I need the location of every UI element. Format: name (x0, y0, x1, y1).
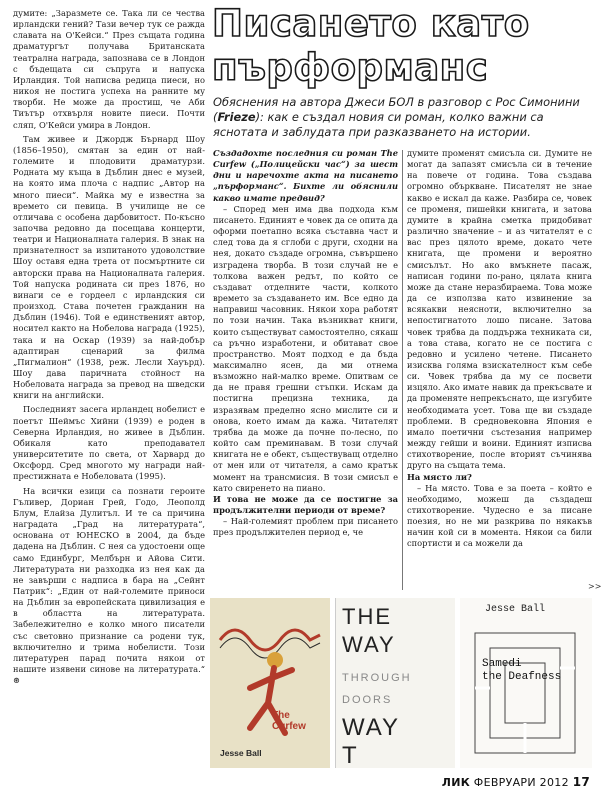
article-deck (213, 95, 593, 140)
deck-prefix: Обяснения на автора Джеси БОЛ в разговор с Рос Симонини ( (213, 95, 580, 124)
book-title-line: Curfew (272, 721, 306, 732)
page-footer (400, 775, 590, 789)
interview-answer: думите променят смисъла си. Думите не могат да запазят смисъла си в течение на повече от година. Това създава огромно объркване. Писателят не знае какво е искал да каже. Разбира се, човек се променя, пишейки книгата, и затова думите в крайна сметка придобиват различно значение – и аз читателят е с вас през цялото време, докато чете книгата, ще промени и вероятно смисълът. Но ако вмъкнете пасаж, написан години по-рано, цялата книга може да стане неразбираема. Това може да се използва като извинение за всякакви неясноти, включително за непостигнатото лошо писане. Затова човек трябва да поддържа техниката си, а това става, когато не се постига с редовно и усилено четене. Писането изисква голяма взискателност към себе си. Човек трябва да му се посвети изцяло. Ако имате навик да прекъсвате и да променяте непрекъснато, ще изгубите необходимата усет. Това ще ви създаде проблеми. В средновековна Япония е имало поетични състезания например между гейши и воини. Единият изписва стихотворение, после вторият съчинява друго на същата тема. (407, 148, 592, 471)
interview-question: Създадохте последния си роман The Curfew („Полицейски час“) за шест дни и наречохте акта на писането „пърформанс“. Бихте ли обяснили какво имате предвид? (213, 148, 398, 203)
book-cover-samedi (460, 598, 592, 768)
issue-date: ФЕВРУАРИ 2012 (473, 776, 569, 789)
book-title-line: the Deafness (482, 671, 562, 683)
book-title-line: WAY (342, 714, 400, 741)
page-number: 17 (572, 775, 590, 789)
interview-answer: – Според мен има два подхода към писането. Единият е човек да се опита да оформи поетапно всяка съставна част и след това да я сглоби с други, сходни на нея, докато създаде огромна, съвършено изградена творба. В този случай не е толкова важен редът, по който се създават отделните части, колкото времето за създаването им. Все едно да направиш часовник. Някои хора работят по този начин. Така възникват книги, които съществуват самостоятелно, сякаш са ръчно изработени, и обитават свое пространство. Моят подход е да бъда максимално ясен, да ми отнема възможно най-малко време. Опитвам се да не правя грешни стъпки. Искам да постигна прецизна техника, да изразявам пределно ясно мислите си и онова, което имам да кажа. Читателят трябва да може да почне по-лесно, по който сам преминавам. В този случай книгата не е обект, съществуващ отделно от мен или от читателя, а само кратък момент на трансмисия. В този смисъл е като свиренето на пиано. (213, 203, 398, 493)
middle-column (213, 148, 398, 538)
left-paragraph: Последният засега ирландец нобелист е поетът Шеймъс Хийни (1939) е роден в Северна Ирландия, но живее в Дъблин. Обикаля като преподавател университетите по света, от Харвард до Оксфорд. Сред многото му награди най-престижната е Нобеловата (1995). (13, 404, 205, 482)
deck-suffix: ): как е създал новия си роман, колко важни са яснотата и заблудата при разказването на истории. (213, 110, 544, 139)
left-paragraph: На всички езици са познати героите Гъливер, Дориан Грей, Годо, Леополд Блум, Елайза Дулитъл. И те са причина наградата „Град на литературата“, основана от ЮНЕСКО в 2004, да бъде дадена на Дъблин. С нея са удостоени още само Единбург, Мелбърн и Айова Сити. Литературата ни разходка из нея как да не завърши с надписа в бара на „Сейнт Патрик“: „Един от най-големите приноси на Дъблин за европейската цивилизация е в областта на литературата. Забележително е колко много писатели със световно признание са родени тук, включително и трима нобелисти. Този литературен парад почита някои от нашите изявени синове на литературата.“ ⊛ (13, 485, 205, 686)
book-cover-way-through-doors (335, 598, 455, 768)
interview-question: На място ли? (407, 471, 472, 482)
book-title-line: WAY (342, 632, 396, 657)
column-divider (402, 150, 403, 590)
book-title-line: The (272, 710, 290, 721)
interview-answer: – На място. Това е за поета – който е необходимо, можеш да създадеш стихотворение. Чудесно е за писане поезия, но не ми разкрива по някакъв начин кой си в момента. Някои са били спортисти и са можели да (407, 482, 592, 549)
continue-arrow: >> (588, 582, 601, 591)
book-title-line: T (342, 742, 359, 769)
book-title-line: DOORS (342, 694, 393, 706)
article-title: Писането като пърформанс (212, 2, 530, 89)
maze-illustration (470, 628, 582, 758)
book-title (482, 658, 561, 684)
book-title (272, 710, 306, 732)
running-figure-illustration (230, 648, 310, 748)
left-paragraph: думите: „Заразмете се. Така ли се чества ирландски гений? Тази вечер тук се ражда славата на О'Кейси.“ През същата година драматургът получава Британската театрална награда, запознава се в Лондон с бъдещата си съпруга и напуска Ирландия. Той написва редица пиеси, но никоя не постига успеха на ранните му творби. Не може да простиш, че Аби Тиътър отхвърля новите пиеси. Почти сляп, О'Кейси умира в Лондон. (13, 8, 205, 130)
left-paragraph: Там живее и Джордж Бърнард Шоу (1856–1950), смятан за един от най-големите и плодовити драматурзи. Родната му къща в Дъблин днес е музей, на която има плоча с надпис „Автор на много пиеси“. Майка му е известна за времето си певица. В училище не се отличава с особена дарбовитост. По-късно започва редовно да посещава концерти, театри и Националната галерия. В знак на признателност за изпитаното удоволствие Шоу оставя една трета от посмъртните си авторски права на Националната галерия. Той напуска родината си през 1876, но винаги се е гордеел с ирландския си произход. Става почетен гражданин на Дъблин (1946). Той е единственият автор, носител както на Нобелова награда (1925), така и на Оскар (1939) за най-добър адаптиран сценарий за филма „Пигмалион“ (1938, реж. Лесли Хауърд). Шоу дава паричната стойност на Нобеловата награда за превод на шведски книги на английски. (13, 133, 205, 401)
book-cover-curfew (210, 598, 330, 768)
deck-source: Frieze (217, 110, 256, 124)
book-title-line: THROUGH (342, 672, 412, 684)
left-column (13, 8, 205, 689)
book-author: Jesse Ball (220, 748, 262, 758)
interview-answer: – Най-големият проблем при писането през продължителен период е, че (213, 516, 398, 538)
magazine-name: ЛИК (441, 776, 470, 789)
book-author: Jesse Ball (485, 604, 546, 615)
book-title-line: THE (342, 604, 392, 629)
interview-question: И това не може да се постигне за продължителни периоди от време? (213, 493, 398, 515)
right-column (407, 148, 592, 550)
book-title-line: Samedi (482, 658, 522, 670)
